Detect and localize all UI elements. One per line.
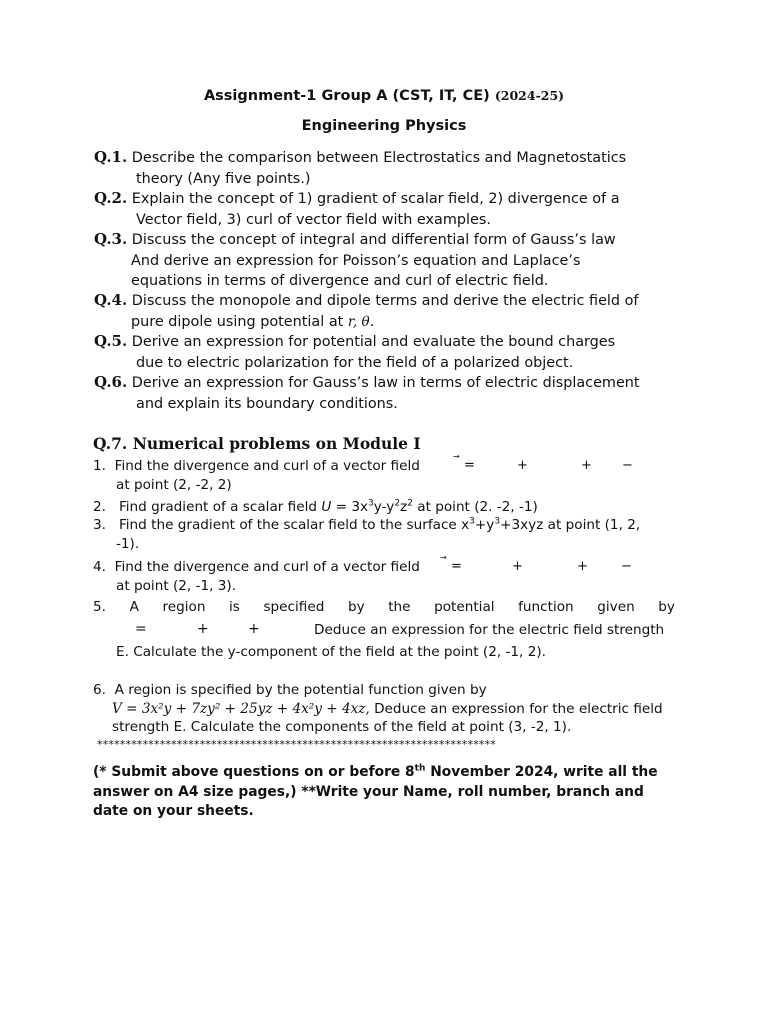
question-text-cont: and explain its boundary conditions. — [136, 395, 398, 412]
problem-text-cont: V = 3x²y + 7zy² + 25yz + 4x²y + 4xz, Deduce an expression for the electric field — [112, 700, 663, 717]
problem-4 — [93, 558, 678, 596]
question-3 — [94, 229, 684, 292]
question-text-cont: theory (Any five points.) — [136, 170, 311, 187]
section-heading: Q.7. Numerical problems on Module I — [93, 434, 421, 453]
problem-text-cont: E. Calculate the y-component of the field at the point (2, -1, 2). — [116, 644, 546, 660]
question-2 — [94, 188, 684, 230]
math-expression: r, θ — [347, 313, 370, 330]
question-text: Discuss the concept of integral and differential form of Gauss’s law — [131, 232, 616, 248]
title-year: (2024-25) — [494, 88, 565, 103]
problem-number: 5. — [93, 599, 106, 615]
plus-sign: + — [581, 458, 592, 473]
question-1 — [94, 147, 684, 189]
problem-number: 6. — [93, 682, 106, 698]
problem-number: 4. — [93, 559, 106, 575]
submission-note: (* Submit above questions on or before 8th November 2024, write all the answer on A4 size pages,) **Write your Name, roll number, branch and date on your sheets. — [93, 763, 658, 819]
problem-text: Find the divergence and curl of a vector field — [114, 458, 420, 474]
question-text: Describe the comparison between Electrostatics and Magnetostatics — [131, 150, 627, 166]
problem-number: 2. — [93, 499, 106, 515]
question-text: Discuss the monopole and dipole terms and derive the electric field of — [131, 293, 639, 309]
problem-3: 3. Find the gradient of the scalar field to the surface $x^3+y^3+3xyz$ at point (1, 2, -1). — [93, 516, 678, 554]
separator-line: ********************************************************************** — [97, 738, 496, 751]
title-text: Assignment-1 Group A (CST, IT, CE) — [203, 88, 490, 104]
page-title — [0, 88, 768, 104]
problem-text-cont: strength E. Calculate the components of the field at point (3, -2, 1). — [112, 719, 572, 735]
question-number: Q.3. — [94, 230, 128, 248]
problem-text: Find the divergence and curl of a vector field — [114, 559, 420, 575]
plus-sign: + — [248, 621, 260, 637]
question-text: Derive an expression for potential and evaluate the bound charges — [131, 334, 616, 350]
question-number: Q.2. — [94, 189, 128, 207]
question-number: Q.1. — [94, 148, 128, 166]
problem-6 — [93, 681, 678, 737]
question-5 — [94, 331, 684, 373]
question-text-cont: And derive an expression for Poisson’s equation and Laplace’s — [131, 252, 581, 269]
problem-2: 2. Find gradient of a scalar field $U = 3x^3y-y^2z^2$ at point (2. -2, -1) — [93, 498, 538, 515]
problem-number: 3. — [93, 517, 106, 533]
question-number: Q.6. — [94, 373, 128, 391]
equals-sign: = — [451, 559, 462, 574]
problem-text: A region is specified by the potential function given by — [114, 682, 487, 698]
plus-sign: + — [197, 621, 209, 637]
problem-text-cont: -1). — [116, 536, 140, 552]
question-number: Q.4. — [94, 291, 128, 309]
problem-5 — [93, 598, 675, 617]
question-text-cont: equations in terms of divergence and curl of electric field. — [131, 273, 549, 289]
problem-text-cont: at point (2, -1, 3). — [116, 578, 237, 594]
question-number: Q.5. — [94, 332, 128, 350]
problem-number: 1. — [93, 458, 106, 474]
question-6 — [94, 372, 684, 414]
question-text: Explain the concept of 1) gradient of scalar field, 2) divergence of a — [131, 191, 620, 207]
minus-sign: − — [621, 559, 632, 574]
plus-sign: + — [517, 458, 528, 473]
plus-sign: + — [512, 559, 523, 574]
problem-text-cont: at point (2, -2, 2) — [116, 477, 232, 493]
vector-arrow-icon: → — [453, 452, 460, 461]
problem-text-cont: Deduce an expression for the electric field strength — [314, 622, 665, 638]
question-4 — [94, 290, 684, 332]
math-expression: V = 3x²y + 7zy² + 25yz + 4x²y + 4xz, — [112, 700, 370, 717]
vector-arrow-icon: → — [440, 553, 447, 562]
plus-sign: + — [577, 559, 588, 574]
question-text-cont: due to electric polarization for the field of a polarized object. — [136, 354, 574, 371]
question-text-cont: pure dipole using potential at r, θ. — [131, 313, 375, 330]
equals-sign: = — [135, 621, 147, 637]
problem-5-line1: 5. A region is specified by the potential function given by — [93, 599, 675, 615]
question-text: Derive an expression for Gauss’s law in terms of electric displacement — [131, 375, 640, 391]
question-text-cont: Vector field, 3) curl of vector field with examples. — [136, 211, 491, 228]
subject-title: Engineering Physics — [301, 118, 467, 134]
equals-sign: = — [464, 458, 475, 473]
minus-sign: − — [622, 458, 633, 473]
